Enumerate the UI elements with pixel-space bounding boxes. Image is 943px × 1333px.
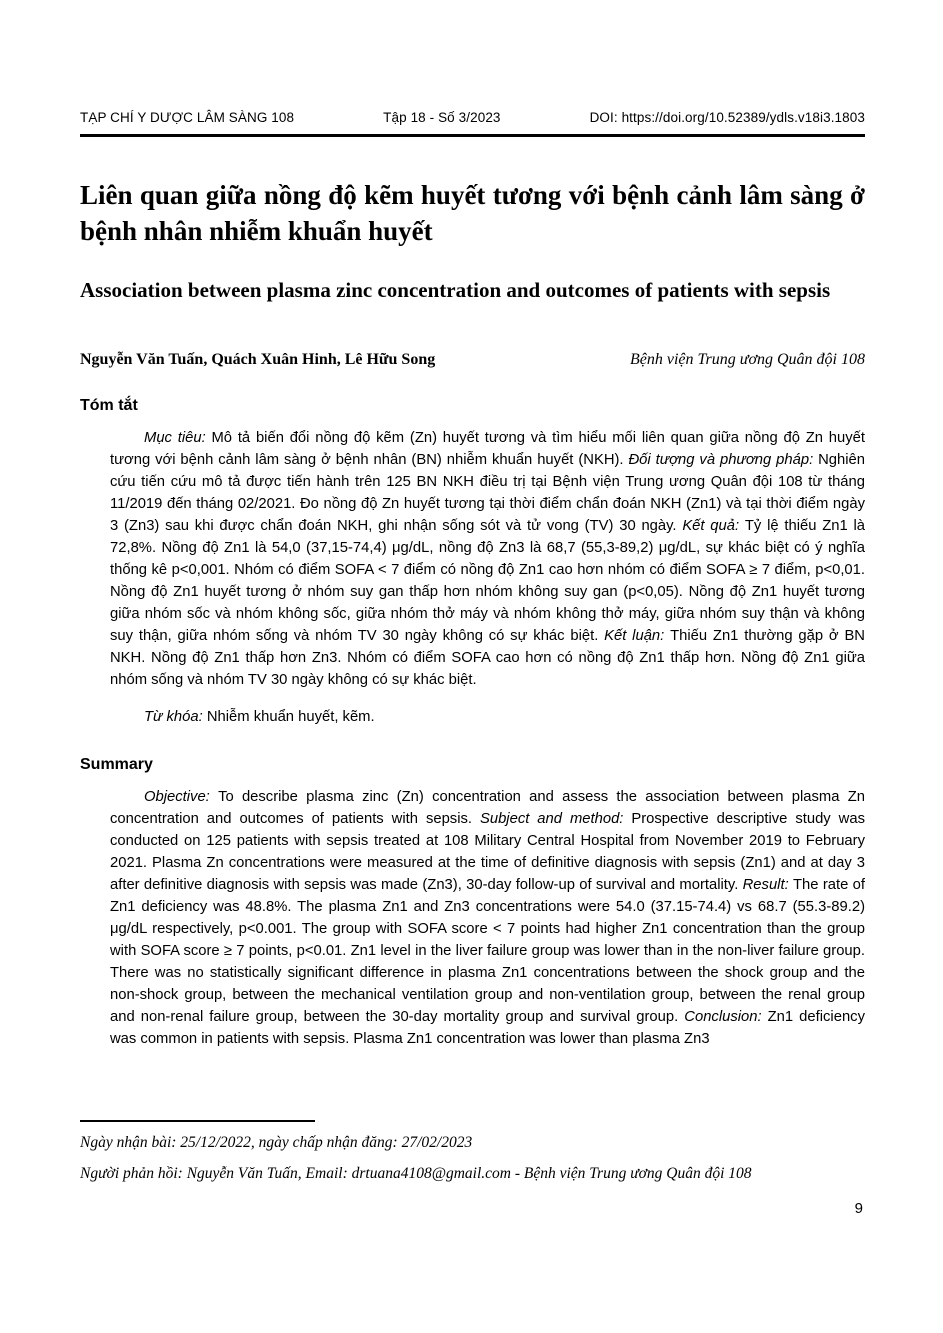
journal-issue: Tập 18 - Số 3/2023 — [383, 110, 501, 125]
keywords-label: Từ khóa: — [144, 708, 207, 725]
abstract-paragraph: Mục tiêu: Mô tả biến đổi nồng độ kẽm (Zn) huyết tương và tìm hiểu mối liên quan giữa nồng độ Zn huyết tương với bệnh cảnh lâm sàng ở bệnh nhân (BN) nhiễm khuẩn huyết (NKH). Đối tượng và phương pháp: Nghiên cứu tiến cứu mô tả được tiến hành trên 125 BN NKH điều trị tại Bệnh viện Trung ương Quân đội 108 từ tháng 11/2019 đến tháng 02/2021. Đo nồng độ Zn huyết tương tại thời điểm chẩn đoán NKH (Zn1) và tại thời điểm ngày 3 (Zn3) sau khi được chẩn đoán NKH, ghi nhận sống sót và tử vong (TV) 30 ngày. Kết quả: Tỷ lệ thiếu Zn1 là 72,8%. Nồng độ Zn1 là 54,0 (37,15-74,4) μg/dL, nồng độ Zn3 là 68,7 (55,3-89,2) μg/dL, sự khác biệt có ý nghĩa thống kê p<0,001. Nhóm có điểm SOFA < 7 điểm có nồng độ Zn1 cao hơn nhóm có điểm SOFA ≥ 7 điểm, p<0,01. Nồng độ Zn1 huyết tương ở nhóm suy gan thấp hơn nhóm không suy gan (p<0,05). Nồng độ Zn1 huyết tương giữa nhóm sốc và nhóm không sốc, giữa nhóm thở máy và nhóm không thở máy, giữa nhóm suy thận và không suy thận, giữa nhóm sống và nhóm TV 30 ngày không có sự khác biệt. Kết luận: Thiếu Zn1 thường gặp ở BN NKH. Nồng độ Zn1 thấp hơn Zn3. Nhóm có điểm SOFA cao hơn có nồng độ Zn1 thấp hơn. Nồng độ Zn1 giữa nhóm sống và nhóm TV 30 ngày không có sự khác biệt. — [110, 430, 865, 688]
abstract-heading: Tóm tắt — [80, 397, 138, 414]
byline — [80, 351, 865, 369]
footnote-divider — [80, 1120, 315, 1122]
journal-name: TẠP CHÍ Y DƯỢC LÂM SÀNG 108 — [80, 110, 295, 125]
keywords-text: Nhiễm khuẩn huyết, kẽm. — [206, 708, 375, 725]
page-number: 9 — [854, 1200, 863, 1217]
footnote-block — [80, 1120, 865, 1184]
paper-title-vietnamese: Liên quan giữa nồng độ kẽm huyết tương với bệnh cảnh lâm sàng ở bệnh nhân nhiễm khuẩn huyết — [80, 180, 865, 246]
summary-heading: Summary — [80, 755, 153, 773]
summary-paragraph: Objective: To describe plasma zinc (Zn) concentration and assess the association between plasma Zn concentration and outcomes of patients with sepsis. Subject and method: Prospective descriptive study was conducted on 125 patients with sepsis treated at 108 Military Central Hospital from November 2019 to February 2021. Plasma Zn concentrations were measured at the time of definitive diagnosis with sepsis (Zn1) and at day 3 after definitive diagnosis with sepsis was made (Zn3), 30-day follow-up of survival and mortality. Result: The rate of Zn1 deficiency was 48.8%. The plasma Zn1 and Zn3 concentrations were 54.0 (37.15-74.4) vs 68.7 (55.3-89.2) μg/dL respectively, p<0.001. The group with SOFA score < 7 points had higher Zn1 concentration than the group with SOFA score ≥ 7 points, p<0.01. Zn1 level in the liver failure group was lower than in the non-liver failure group. There was no statistically significant difference in plasma Zn1 concentrations between the shock group and the non-shock group, between the mechanical ventilation group and non-ventilation group, between the renal group and non-renal failure group, between the 30-day mortality group and survival group. Conclusion: Zn1 deficiency was common in patients with sepsis. Plasma Zn1 concentration was lower than plasma Zn3 — [110, 788, 865, 1047]
keywords-line — [110, 706, 865, 728]
header-divider — [80, 134, 865, 137]
footnote-correspondence: Người phản hồi: Nguyễn Văn Tuấn, Email: drtuana4108@gmail.com - Bệnh viện Trung ương Quân đội 108 — [80, 1165, 752, 1182]
affiliation: Bệnh viện Trung ương Quân đội 108 — [629, 351, 865, 368]
journal-doi: DOI: https://doi.org/10.52389/ydls.v18i3.1803 — [589, 110, 865, 125]
paper-title-english: Association between plasma zinc concentration and outcomes of patients with sepsis — [80, 278, 831, 302]
authors: Nguyễn Văn Tuấn, Quách Xuân Hinh, Lê Hữu Song — [80, 351, 436, 368]
footnote-received-dates: Ngày nhận bài: 25/12/2022, ngày chấp nhận đăng: 27/02/2023 — [80, 1134, 473, 1151]
journal-header — [80, 110, 865, 125]
